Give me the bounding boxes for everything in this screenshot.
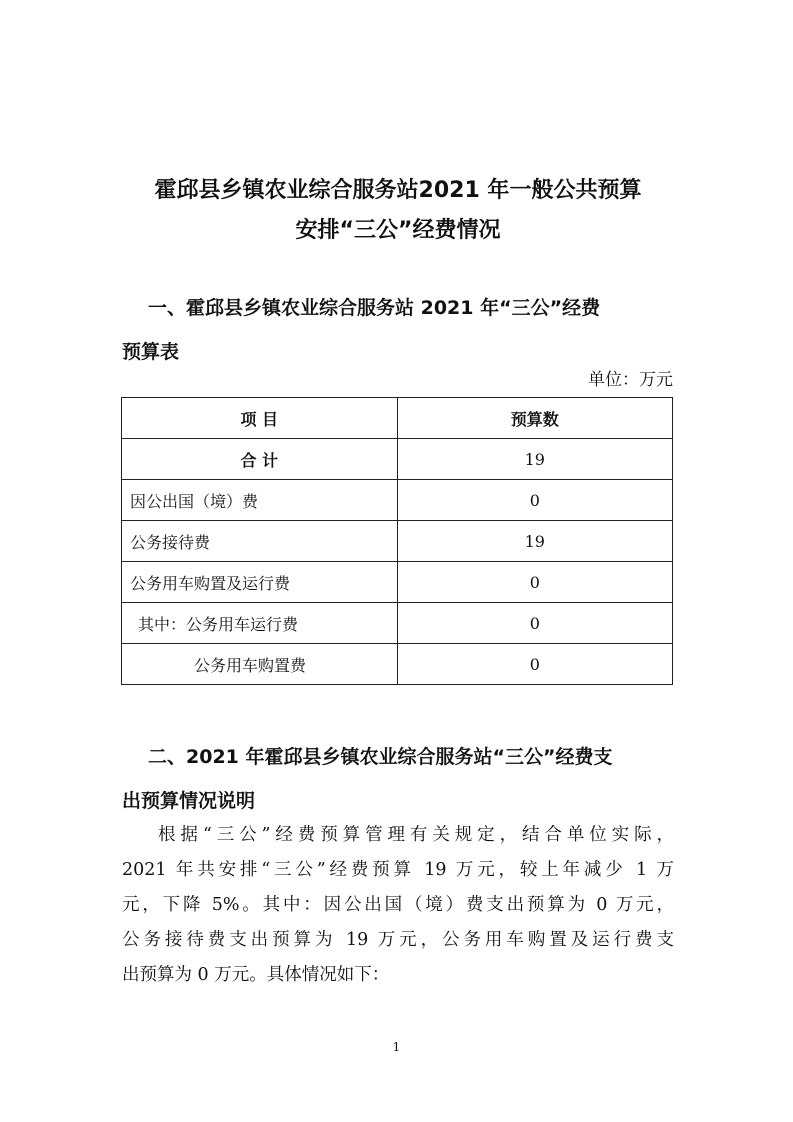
- table-row: [122, 603, 673, 644]
- section-1-heading: [122, 286, 674, 374]
- document-title-line-2: 安排“三公”经费情况: [295, 218, 501, 243]
- section-2-heading-line-2: 出预算情况说明: [122, 790, 256, 812]
- budget-table: [121, 397, 673, 685]
- row-value: 0: [397, 480, 672, 521]
- row-value: 0: [397, 603, 672, 644]
- table-header-value: 预算数: [397, 398, 672, 439]
- row-value: 0: [397, 644, 672, 685]
- section-2-heading-line-1: 二、2021 年霍邱县乡镇农业综合服务站“三公”经费支: [148, 746, 613, 768]
- table-row: [122, 562, 673, 603]
- section-2-heading: [122, 735, 674, 823]
- document-title-line-1: 霍邱县乡镇农业综合服务站2021 年一般公共预算: [154, 178, 642, 203]
- row-label: 公务用车购置及运行费: [122, 562, 398, 603]
- row-value: 19: [397, 521, 672, 562]
- row-value: 0: [397, 562, 672, 603]
- paragraph-line: 2021 年共安排“三公”经费预算 19 万元，较上年减少 1 万: [122, 860, 674, 880]
- row-label: 其中：公务用车运行费: [122, 603, 398, 644]
- row-label: 因公出国（境）费: [122, 480, 398, 521]
- row-total-value: 19: [397, 439, 672, 480]
- table-header-item: 项 目: [122, 398, 398, 439]
- row-total-label: 合 计: [122, 439, 398, 480]
- table-row: [122, 480, 673, 521]
- row-label: 公务接待费: [122, 521, 398, 562]
- unit-label: 单位：万元: [588, 370, 673, 390]
- paragraph-line: 公务接待费支出预算为 19 万元，公务用车购置及运行费支: [122, 930, 674, 950]
- table-header-row: [122, 398, 673, 439]
- paragraph-line: 元，下降 5%。其中：因公出国（境）费支出预算为 0 万元，: [122, 895, 674, 915]
- paragraph-line: 根据“三公”经费预算管理有关规定，结合单位实际，: [158, 825, 674, 845]
- table-row: [122, 521, 673, 562]
- table-row: [122, 439, 673, 480]
- page-number: 1: [392, 1040, 401, 1054]
- section-1-heading-line-1: 一、霍邱县乡镇农业综合服务站 2021 年“三公”经费: [148, 297, 601, 319]
- paragraph-line: 出预算为 0 万元。具体情况如下：: [122, 965, 390, 985]
- row-label: 公务用车购置费: [122, 644, 398, 685]
- section-1-heading-line-2: 预算表: [122, 341, 180, 363]
- explanation-paragraph: [122, 818, 674, 993]
- table-row: [122, 644, 673, 685]
